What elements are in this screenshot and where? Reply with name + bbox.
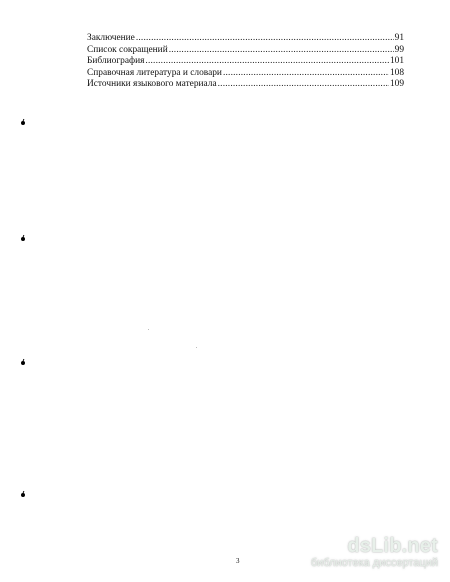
scan-speck <box>148 329 149 330</box>
toc-entry-title: Библиография <box>87 56 145 67</box>
toc-entry-title: Источники языкового материала <box>87 79 217 90</box>
binder-hole-mark <box>21 121 25 125</box>
binder-hole-mark <box>21 237 25 241</box>
toc-entry-title: Заключение <box>87 33 135 43</box>
toc-entry-page: 109 <box>389 79 404 90</box>
toc-dot-leader <box>218 79 389 91</box>
table-of-contents <box>87 33 404 91</box>
toc-entry <box>87 33 404 45</box>
toc-entry <box>87 45 404 57</box>
watermark-caption: библиотека диссертаций <box>310 557 438 569</box>
binder-hole-mark <box>21 493 25 497</box>
toc-dot-leader <box>145 56 389 68</box>
page-number: 3 <box>236 557 240 565</box>
toc-entry <box>87 79 404 91</box>
toc-entry-page: 108 <box>389 67 404 78</box>
binder-hole-mark <box>21 361 25 365</box>
toc-entry-title: Список сокращений <box>87 44 168 55</box>
toc-dot-leader <box>223 68 389 80</box>
toc-entry-page: 91 <box>394 33 404 43</box>
toc-entry <box>87 68 404 80</box>
toc-entry-page: 99 <box>394 44 404 55</box>
toc-dot-leader <box>169 45 394 57</box>
toc-entry <box>87 56 404 68</box>
watermark <box>311 535 438 570</box>
toc-entry-title: Справочная литература и словари <box>87 67 222 78</box>
scan-speck <box>196 347 197 348</box>
toc-entry-page: 101 <box>389 56 404 67</box>
toc-dot-leader <box>136 33 394 45</box>
watermark-logo: dsLib.net <box>347 535 438 557</box>
